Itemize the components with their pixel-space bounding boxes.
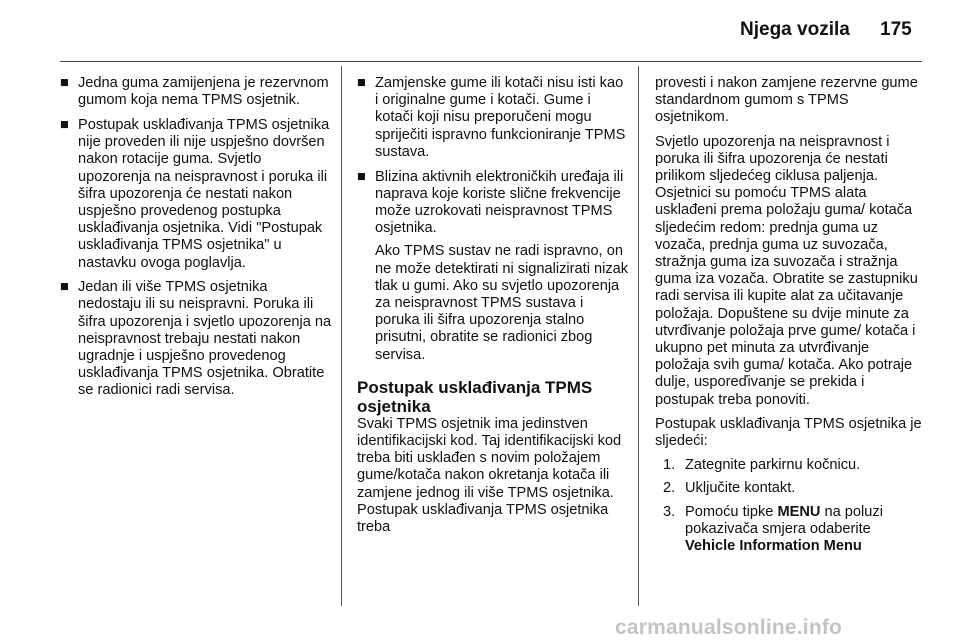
step-number: 1. xyxy=(663,457,676,474)
list-item xyxy=(60,117,332,272)
list-item-note: Ako TPMS sustav ne radi ispravno, on ne može detektirati ni signalizirati nizak tlak u gumi. Ako su svjetlo upozorenja za neispravnost TPMS sustava i poruka ili šifra upozorenja stalno prisutni, obratite se radionici zbog servisa. xyxy=(375,243,629,363)
page-header xyxy=(0,0,960,62)
continued-paragraph: provesti i nakon zamjene rezervne gume standardnom gumom s TPMS osjetnikom. xyxy=(655,75,918,126)
header-rule xyxy=(60,61,922,62)
watermark: carmanualsonline.info xyxy=(615,616,843,639)
step-text: Uključite kontakt. xyxy=(685,480,796,497)
step-text-pre: Pomoću tipke xyxy=(685,503,778,520)
list-item-text: Zamjenske gume ili kotači nisu isti kao i originalne gume i kotači. Gume i kotači koji nisu preporučeni mogu spriječiti ispravno funkcioniranje TPMS sustava. xyxy=(375,75,626,160)
step-item xyxy=(655,457,923,474)
list-item-text: Jedan ili više TPMS osjetnika nedostaju ili su neispravni. Poruka ili šifra upozorenja i svjetlo upozorenja na neispravnost trebaju nestati nakon ugradnje i uspješno provedenog usklađivanja TPMS osjetnika. Obratite se radionici radi servisa. xyxy=(78,279,332,399)
column-left xyxy=(60,75,332,407)
list-item-text: Postupak usklađivanja TPMS osjetnika nije proveden ili nije uspješno dovršen nakon rotacije guma. Svjetlo upozorenja na neispravnost i poruka ili šifra upozorenja će nestati nakon uspješno provedenog postupka usklađivanja osjetnika. Vidi "Postupak usklađivanja TPMS osjetnika" u nastavku ovoga poglavlja. xyxy=(78,116,330,271)
step-text: Zategnite parkirnu kočnicu. xyxy=(685,457,861,474)
bullet-square-icon: ■ xyxy=(357,168,366,185)
column-divider-1 xyxy=(341,66,342,606)
list-item xyxy=(60,279,332,399)
section-heading: Postupak usklađivanja TPMS osjetnika xyxy=(357,377,593,416)
list-item-text: Jedna guma zamijenjena je rezervnom gumom koja nema TPMS osjetnik. xyxy=(78,75,329,109)
list-item xyxy=(357,169,629,364)
menu-item-label: Vehicle Information Menu xyxy=(685,538,862,555)
body-paragraph: Svjetlo upozorenja na neispravnost i poruka ili šifra upozorenja će nestati prilikom sljedećeg ciklusa paljenja. Osjetnici su pomoću TPMS alata usklađeni prema položaju guma/ kotača sljedećim redom: prednja guma uz vozača, prednja guma uz suvozača, stražnja guma iza suvozača i stražnja guma iza vozača. Obratite se zastupniku radi servisa ili kupite alat za učitavanje položaja. Dopuštene su dvije minute za utvrđivanje položaja prve gume/ kotača i ukupno pet minuta za utvrđivanje položaja svih guma/ kotača. Ako potraje dulje, usporeďivanje se prekida i postupak treba ponoviti. xyxy=(655,133,918,408)
list-item-text: Blizina aktivnih elektroničkih uređaja ili naprava koje koriste slične frekvencije može uzrokovati neispravnost TPMS osjetnika. xyxy=(375,168,624,237)
steps-intro: Postupak usklađivanja TPMS osjetnika je sljedeći: xyxy=(655,415,922,450)
menu-key-label: MENU xyxy=(777,503,821,520)
list-item xyxy=(60,75,332,109)
step-text-mid: na poluzi pokazivača smjera odaberite xyxy=(685,503,883,537)
section-paragraph: Svaki TPMS osjetnik ima jedinstven identifikacijski kod. Taj identifikacijski kod treba biti usklađen s novim položajem gume/kotača nakon okretanja kotača ili zamjene jednog ili više TPMS osjetnika. Postupak usklađivanja TPMS osjetnika treba xyxy=(357,415,622,535)
bullet-square-icon: ■ xyxy=(60,279,69,296)
column-middle xyxy=(357,75,629,543)
step-number: 3. xyxy=(663,503,676,520)
bullet-square-icon: ■ xyxy=(60,116,69,133)
column-divider-2 xyxy=(638,66,639,606)
bullet-square-icon: ■ xyxy=(60,75,69,91)
column-right xyxy=(655,75,923,561)
step-item xyxy=(655,480,923,497)
page-title: Njega vozila xyxy=(740,19,850,40)
list-item xyxy=(357,75,629,161)
page-number: 175 xyxy=(880,19,912,40)
step-number: 2. xyxy=(663,480,676,497)
bullet-square-icon: ■ xyxy=(357,75,366,91)
step-item xyxy=(655,504,923,556)
steps-list xyxy=(655,457,923,555)
